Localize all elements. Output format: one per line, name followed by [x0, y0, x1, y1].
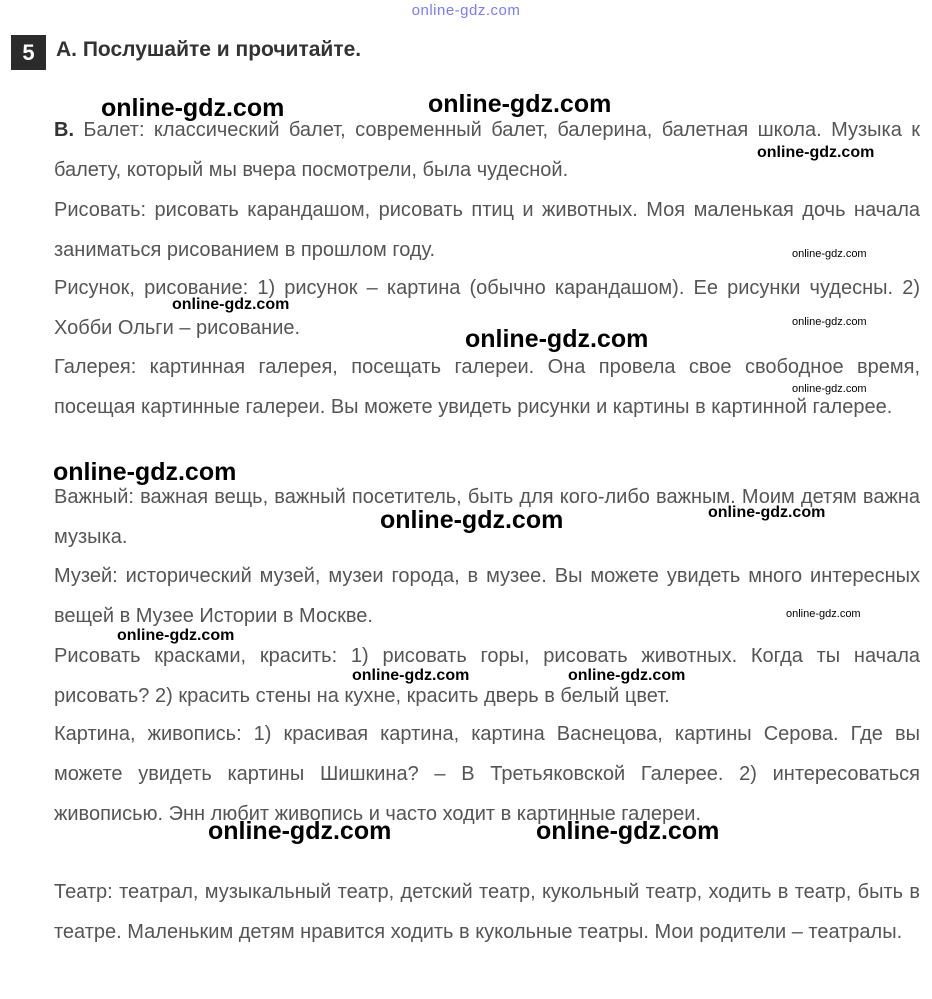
watermark: online-gdz.com [101, 94, 285, 122]
watermark: online-gdz.com [757, 144, 875, 161]
top-watermark: online-gdz.com [411, 2, 521, 19]
paragraph-paint: Рисовать красками, красить: 1) рисовать горы, рисовать животных. Когда ты начала рисовать? 2) красить стены на кухне, красить дверь в белый цвет. [54, 645, 920, 707]
paragraph-gallery: Галерея: картинная галерея, посещать галереи. Она провела свое свободное время, посещая картинные галереи. Вы можете увидеть рисунки и картины в картинной галерее. [54, 356, 920, 418]
paragraph-drawing: Рисунок, рисование: 1) рисунок – картина (обычно карандашом). Ее рисунки чудесны. 2) Хобби Ольги – рисование. [54, 277, 920, 339]
watermark: online-gdz.com [792, 248, 867, 260]
watermark: online-gdz.com [352, 667, 470, 684]
exercise-number-badge: 5 [11, 35, 46, 70]
exercise-heading: A. Послушайте и прочитайте. [56, 38, 362, 61]
paragraph-ballet-text: Балет: классический балет, современный балет, балерина, балетная школа. Музыка к балету, который мы вчера посмотрели, была чудесной. [54, 119, 920, 181]
paragraph-theatre: Театр: театрал, музыкальный театр, детский театр, кукольный театр, ходить в театр, быть в театре. Маленьким детям нравится ходить в кукольные театры. Мои родители – театралы. [54, 881, 920, 943]
watermark: online-gdz.com [708, 504, 826, 521]
paragraph-important: Важный: важная вещь, важный посетитель, быть для кого-либо важным. Моим детям важна музыка. [54, 486, 920, 548]
watermark: online-gdz.com [172, 296, 290, 313]
watermark: online-gdz.com [786, 608, 861, 620]
watermark: online-gdz.com [428, 90, 612, 118]
watermark: online-gdz.com [792, 316, 867, 328]
watermark: online-gdz.com [208, 817, 392, 845]
paragraph-draw: Рисовать: рисовать карандашом, рисовать птиц и животных. Моя маленькая дочь начала заниматься рисованием в прошлом году. [54, 199, 920, 261]
watermark: online-gdz.com [536, 817, 720, 845]
watermark: online-gdz.com [53, 458, 237, 486]
watermark: online-gdz.com [380, 506, 564, 534]
paragraph-museum: Музей: исторический музей, музеи города, в музее. Вы можете увидеть много интересных вещей в Музее Истории в Москве. [54, 565, 920, 627]
section-b-label: B. [54, 119, 74, 141]
watermark: online-gdz.com [465, 325, 649, 353]
watermark: online-gdz.com [792, 383, 867, 395]
watermark: online-gdz.com [568, 667, 686, 684]
paragraph-painting: Картина, живопись: 1) красивая картина, картина Васнецова, картины Серова. Где вы можете увидеть картины Шишкина? – В Третьяковской Галерее. 2) интересоваться живописью. Энн любит живопись и часто ходит в картинные галереи. [54, 723, 920, 825]
watermark: online-gdz.com [117, 627, 235, 644]
